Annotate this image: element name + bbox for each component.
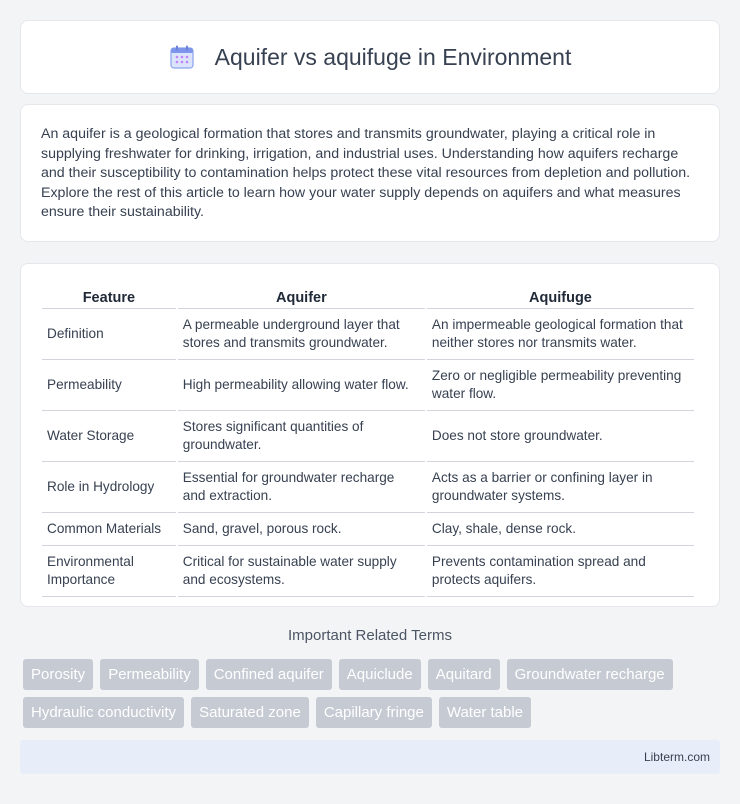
- footer: [20, 740, 720, 774]
- aquifuge-cell: Acts as a barrier or confining layer in groundwater systems.: [427, 462, 694, 513]
- header-aquifer: Aquifer: [178, 284, 425, 309]
- table-row: [42, 360, 694, 411]
- table-row: [42, 411, 694, 462]
- related-term-tag[interactable]: Saturated zone: [191, 697, 309, 728]
- header-feature: Feature: [42, 284, 176, 309]
- related-terms-title: Important Related Terms: [288, 627, 452, 644]
- aquifuge-cell: Prevents contamination spread and protects aquifers.: [427, 546, 694, 597]
- aquifer-cell: Sand, gravel, porous rock.: [178, 513, 425, 546]
- table-row: [42, 462, 694, 513]
- page-title: Aquifer vs aquifuge in Environment: [214, 43, 572, 70]
- title-wrap: [169, 44, 572, 71]
- feature-cell: Role in Hydrology: [42, 462, 176, 513]
- aquifuge-cell: Does not store groundwater.: [427, 411, 694, 462]
- aquifer-cell: Stores significant quantities of groundwater.: [178, 411, 425, 462]
- aquifuge-cell: Clay, shale, dense rock.: [427, 513, 694, 546]
- header-card: [20, 20, 720, 94]
- related-term-tag[interactable]: Aquitard: [428, 659, 500, 690]
- header-aquifuge: Aquifuge: [427, 284, 694, 309]
- feature-cell: Environmental Importance: [42, 546, 176, 597]
- related-term-tag[interactable]: Confined aquifer: [206, 659, 332, 690]
- table-row: [42, 309, 694, 360]
- table-row: [42, 546, 694, 597]
- feature-cell: Definition: [42, 309, 176, 360]
- comparison-table: [40, 284, 696, 597]
- related-term-tag[interactable]: Aquiclude: [339, 659, 421, 690]
- table-header-row: [42, 284, 694, 309]
- intro-paragraph: An aquifer is a geological formation that stores and transmits groundwater, playing a critical role in supplying freshwater for drinking, irrigation, and industrial uses. Understanding how aquifers recharge and their susceptibility to contamination helps protect these vital resources from depletion and pollution. Explore the rest of this article to learn how your water supply depends on aquifers and what measures ensure their sustainability.: [41, 126, 691, 221]
- aquifer-cell: Essential for groundwater recharge and extraction.: [178, 462, 425, 513]
- related-term-tag[interactable]: Permeability: [100, 659, 199, 690]
- aquifer-cell: A permeable underground layer that stores and transmits groundwater.: [178, 309, 425, 360]
- related-term-tag[interactable]: Porosity: [23, 659, 93, 690]
- calendar-icon: [169, 44, 195, 70]
- related-term-tag[interactable]: Water table: [439, 697, 531, 728]
- comparison-table-card: [20, 263, 720, 607]
- aquifer-cell: High permeability allowing water flow.: [178, 360, 425, 411]
- related-terms-list: [23, 659, 717, 728]
- table-row: [42, 513, 694, 546]
- intro-card: [20, 104, 720, 242]
- feature-cell: Permeability: [42, 360, 176, 411]
- footer-site-link[interactable]: Libterm.com: [643, 750, 710, 764]
- related-term-tag[interactable]: Hydraulic conductivity: [23, 697, 184, 728]
- related-term-tag[interactable]: Capillary fringe: [316, 697, 432, 728]
- aquifuge-cell: An impermeable geological formation that neither stores nor transmits water.: [427, 309, 694, 360]
- aquifuge-cell: Zero or negligible permeability preventing water flow.: [427, 360, 694, 411]
- aquifer-cell: Critical for sustainable water supply and ecosystems.: [178, 546, 425, 597]
- feature-cell: Water Storage: [42, 411, 176, 462]
- related-term-tag[interactable]: Groundwater recharge: [507, 659, 673, 690]
- feature-cell: Common Materials: [42, 513, 176, 546]
